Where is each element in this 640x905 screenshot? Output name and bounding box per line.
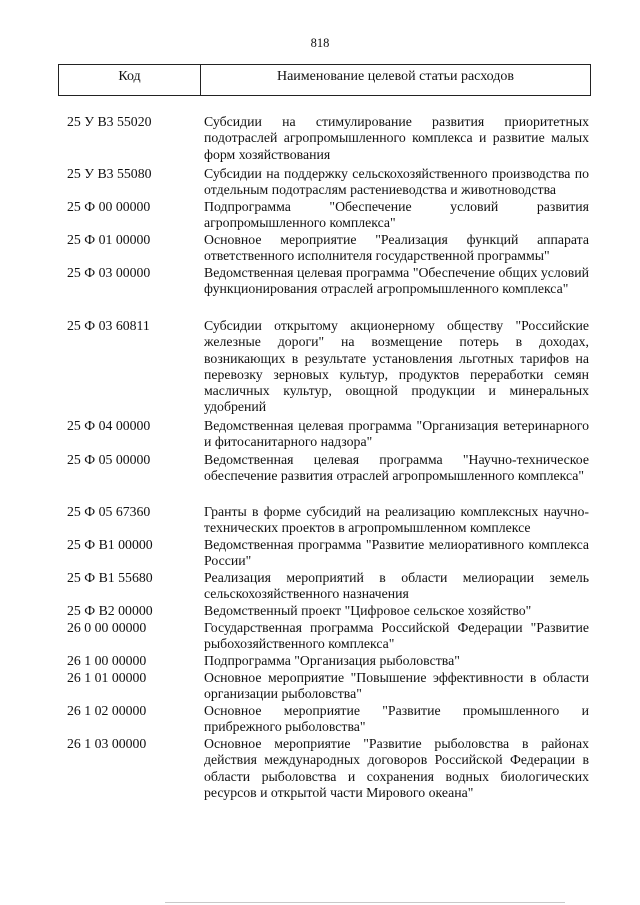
row-code: 25 Ф В1 55680 [67, 570, 153, 585]
row-code: 26 1 03 00000 [67, 736, 147, 751]
table-row [0, 265, 640, 318]
page-bottom-edge [165, 902, 565, 903]
table-row [0, 670, 640, 703]
table-row [0, 318, 640, 418]
table-row [0, 114, 640, 166]
row-code: 25 Ф В2 00000 [67, 603, 153, 618]
table-row [0, 736, 640, 806]
row-code: 26 1 00 00000 [67, 653, 147, 668]
row-code: 25 Ф 04 00000 [67, 418, 151, 433]
row-description: Государственная программа Российской Федерации "Развитие рыбохозяйственного комплекса" [204, 620, 589, 652]
table-row [0, 653, 640, 670]
budget-items-list [0, 114, 640, 806]
table-row [0, 570, 640, 603]
row-code: 25 Ф 01 00000 [67, 232, 151, 247]
table-row [0, 504, 640, 537]
table-row [0, 703, 640, 736]
header-code-column: Код [59, 65, 201, 95]
row-code: 25 Ф 05 67360 [67, 504, 151, 519]
row-description: Подпрограмма "Обеспечение условий развития агропромышленного комплекса" [204, 199, 589, 231]
row-description: Реализация мероприятий в области мелиорации земель сельскохозяйственного назначения [204, 570, 589, 602]
row-code: 25 У В3 55080 [67, 166, 152, 181]
row-code: 25 У В3 55020 [67, 114, 152, 129]
row-description: Субсидии открытому акционерному обществу "Российские железные дороги" на возмещение потерь в доходах, возникающих в результате установления льготных тарифов на перевозку зерновых культур, продуктов переработки семян масличных культур, овощной продукции и минеральных удобрений [204, 318, 589, 415]
row-description: Основное мероприятие "Развитие рыболовства в районах действия международных договоров Российской Федерации в области рыболовства и сохранения водных биологических ресурсов и открытой части Мирового океана" [204, 736, 589, 800]
row-description: Ведомственная программа "Развитие мелиоративного комплекса России" [204, 537, 589, 569]
row-description: Ведомственная целевая программа "Обеспечение общих условий функционирования отраслей агропромышленного комплекса" [204, 265, 589, 297]
row-code: 25 Ф 05 00000 [67, 452, 151, 467]
row-description: Гранты в форме субсидий на реализацию комплексных научно-технических проектов в агропромышленном комплексе [204, 504, 589, 536]
page-number: 818 [310, 36, 330, 50]
row-code: 26 1 02 00000 [67, 703, 147, 718]
row-code: 25 Ф 03 00000 [67, 265, 151, 280]
header-name-column: Наименование целевой статьи расходов [276, 69, 515, 84]
row-code: 25 Ф В1 00000 [67, 537, 153, 552]
row-description: Субсидии на стимулирование развития приоритетных подотраслей агропромышленного комплекса и развитие малых форм хозяйствования [204, 114, 589, 162]
table-row [0, 418, 640, 452]
row-description: Основное мероприятие "Повышение эффективности в области организации рыболовства" [204, 670, 589, 702]
row-description: Ведомственный проект "Цифровое сельское хозяйство" [204, 603, 532, 618]
row-description: Основное мероприятие "Развитие промышленного и прибрежного рыболовства" [204, 703, 589, 735]
table-row [0, 537, 640, 570]
row-code: 25 Ф 00 00000 [67, 199, 151, 214]
row-description: Ведомственная целевая программа "Научно-техническое обеспечение развития отраслей агропромышленного комплекса" [204, 452, 589, 484]
table-row [0, 166, 640, 199]
table-row [0, 232, 640, 265]
row-description: Основное мероприятие "Реализация функций аппарата ответственного исполнителя государственной программы" [204, 232, 589, 264]
row-code: 26 1 01 00000 [67, 670, 147, 685]
row-code: 26 0 00 00000 [67, 620, 147, 635]
row-description: Ведомственная целевая программа "Организация ветеринарного и фитосанитарного надзора" [204, 418, 589, 450]
table-row [0, 620, 640, 653]
table-row [0, 452, 640, 504]
row-code: 25 Ф 03 60811 [67, 318, 150, 333]
row-description: Субсидии на поддержку сельскохозяйственного производства по отдельным подотраслям растениеводства и животноводства [204, 166, 589, 198]
table-row [0, 199, 640, 232]
table-row [0, 603, 640, 620]
row-description: Подпрограмма "Организация рыболовства" [204, 653, 460, 668]
table-header [58, 64, 591, 96]
